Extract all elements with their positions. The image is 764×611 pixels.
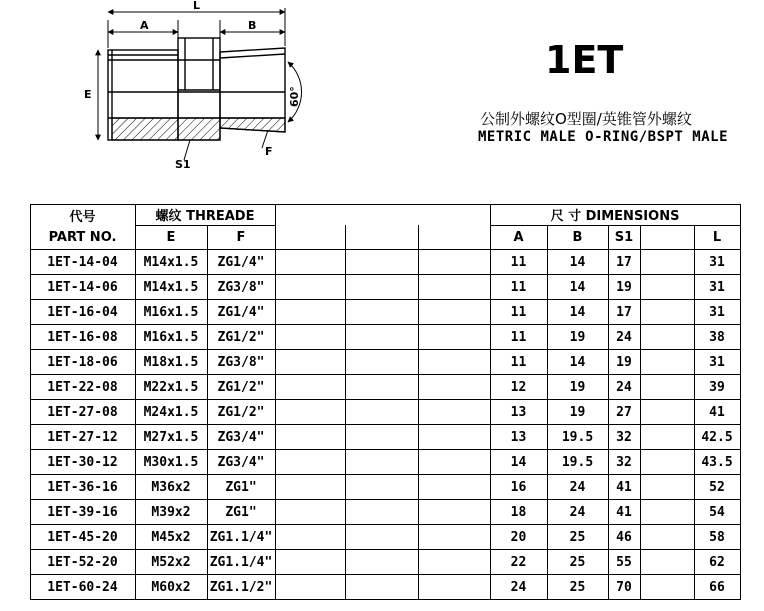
subtitle-chinese: 公制外螺纹O型圈/英锥管外螺纹 [480,110,692,128]
cell-part-no: 1ET-60-24 [47,579,118,595]
cell-S1: 46 [616,529,632,545]
cell-F: ZG1.1/2" [209,579,273,595]
cell-S1: 70 [616,579,632,595]
cell-A: 11 [510,304,527,320]
dim-label-B: B [248,19,257,32]
cell-L: 42.5 [701,429,733,445]
cell-part-no: 1ET-14-04 [47,254,118,270]
cell-E: M36x2 [151,479,191,495]
cell-E: M27x1.5 [143,429,199,445]
cell-F: ZG1/2" [217,404,265,420]
spec-table [30,204,740,600]
cell-part-no: 1ET-27-08 [47,404,118,420]
header-L: L [712,229,722,245]
header-part-no: PART NO. [48,230,117,245]
cell-part-no: 1ET-45-20 [47,529,118,545]
cell-L: 31 [709,354,725,370]
cell-L: 66 [709,579,725,595]
cell-E: M52x2 [151,554,191,570]
cell-S1: 32 [616,429,632,445]
dim-label-E: E [84,88,92,101]
cell-E: M22x1.5 [143,379,199,395]
cell-part-no: 1ET-14-06 [47,279,118,295]
cell-S1: 17 [616,254,632,270]
dim-label-A: A [140,19,149,32]
cell-A: 11 [510,254,527,270]
header-A: A [513,229,524,245]
table-rule [275,204,276,599]
cell-L: 62 [709,554,725,570]
cell-E: M16x1.5 [143,304,199,320]
cell-A: 14 [510,454,527,470]
cell-A: 11 [510,354,527,370]
cell-A: 11 [510,279,527,295]
cell-L: 52 [709,479,725,495]
dim-label-S1: S1 [175,158,191,171]
table-rule [418,225,419,599]
subtitle-english: METRIC MALE O-RING/BSPT MALE [478,129,729,145]
cell-F: ZG1" [225,504,257,520]
cell-B: 19 [569,329,586,345]
cell-part-no: 1ET-18-06 [47,354,118,370]
cell-F: ZG1/2" [217,379,265,395]
cell-part-no: 1ET-16-08 [47,329,118,345]
cell-S1: 32 [616,454,632,470]
cell-S1: 55 [616,554,632,570]
header-thread: 螺纹 THREADE [155,209,255,224]
cell-L: 58 [709,529,725,545]
cell-E: M30x1.5 [143,454,199,470]
cell-F: ZG1/2" [217,329,265,345]
cell-F: ZG3/8" [217,354,265,370]
cell-A: 24 [510,579,527,595]
cell-part-no: 1ET-27-12 [47,429,118,445]
table-rule [30,599,741,600]
cell-L: 38 [709,329,725,345]
cell-B: 25 [569,529,586,545]
cell-E: M60x2 [151,579,191,595]
cell-B: 19 [569,404,586,420]
cell-F: ZG1.1/4" [209,529,273,545]
cell-B: 14 [569,304,586,320]
cell-part-no: 1ET-52-20 [47,554,118,570]
cell-L: 54 [709,504,725,520]
cell-S1: 41 [616,504,632,520]
cell-part-no: 1ET-36-16 [47,479,118,495]
cell-E: M14x1.5 [143,254,199,270]
cell-F: ZG1.1/4" [209,554,273,570]
cell-F: ZG3/8" [217,279,265,295]
cell-L: 31 [709,279,725,295]
cell-S1: 19 [616,354,632,370]
cell-E: M45x2 [151,529,191,545]
cell-part-no: 1ET-39-16 [47,504,118,520]
cell-B: 14 [569,254,586,270]
fitting-technical-drawing [75,0,315,185]
cell-A: 13 [510,429,527,445]
cell-part-no: 1ET-16-04 [47,304,118,320]
cell-A: 18 [510,504,527,520]
dim-label-angle: 60° [288,86,301,107]
cell-F: ZG1" [225,479,257,495]
cell-S1: 24 [616,379,632,395]
cell-A: 13 [510,404,527,420]
cell-A: 22 [510,554,527,570]
cell-part-no: 1ET-22-08 [47,379,118,395]
cell-E: M14x1.5 [143,279,199,295]
cell-L: 41 [709,404,725,420]
cell-F: ZG3/4" [217,454,265,470]
cell-A: 20 [510,529,527,545]
cell-F: ZG3/4" [217,429,265,445]
cell-S1: 27 [616,404,632,420]
cell-B: 19.5 [561,429,594,445]
cell-S1: 19 [616,279,632,295]
cell-B: 25 [569,554,586,570]
cell-A: 11 [510,329,527,345]
cell-A: 12 [510,379,527,395]
cell-B: 25 [569,579,586,595]
cell-B: 14 [569,279,586,295]
cell-F: ZG1/4" [217,254,265,270]
cell-E: M24x1.5 [143,404,199,420]
cell-E: M16x1.5 [143,329,199,345]
cell-L: 31 [709,304,725,320]
cell-B: 19.5 [561,454,594,470]
header-E: E [166,229,176,245]
cell-A: 16 [510,479,527,495]
cell-B: 24 [569,504,586,520]
cell-S1: 41 [616,479,632,495]
cell-L: 31 [709,254,725,270]
page-title: 1ET [545,38,624,82]
header-code-cn: 代号 [69,209,96,225]
dim-label-L: L [193,0,201,12]
table-rule [740,204,741,600]
cell-S1: 24 [616,329,632,345]
table-rule [640,225,641,599]
cell-L: 39 [709,379,725,395]
header-dimensions: 尺 寸 DIMENSIONS [550,209,680,224]
cell-S1: 17 [616,304,632,320]
header-S1: S1 [614,229,634,245]
dim-label-F: F [265,145,273,158]
cell-L: 43.5 [701,454,733,470]
cell-B: 14 [569,354,586,370]
cell-B: 24 [569,479,586,495]
header-F: F [236,229,246,245]
header-B: B [572,229,583,245]
cell-F: ZG1/4" [217,304,265,320]
cell-B: 19 [569,379,586,395]
cell-E: M18x1.5 [143,354,199,370]
cell-E: M39x2 [151,504,191,520]
cell-part-no: 1ET-30-12 [47,454,118,470]
table-rule [345,225,346,599]
